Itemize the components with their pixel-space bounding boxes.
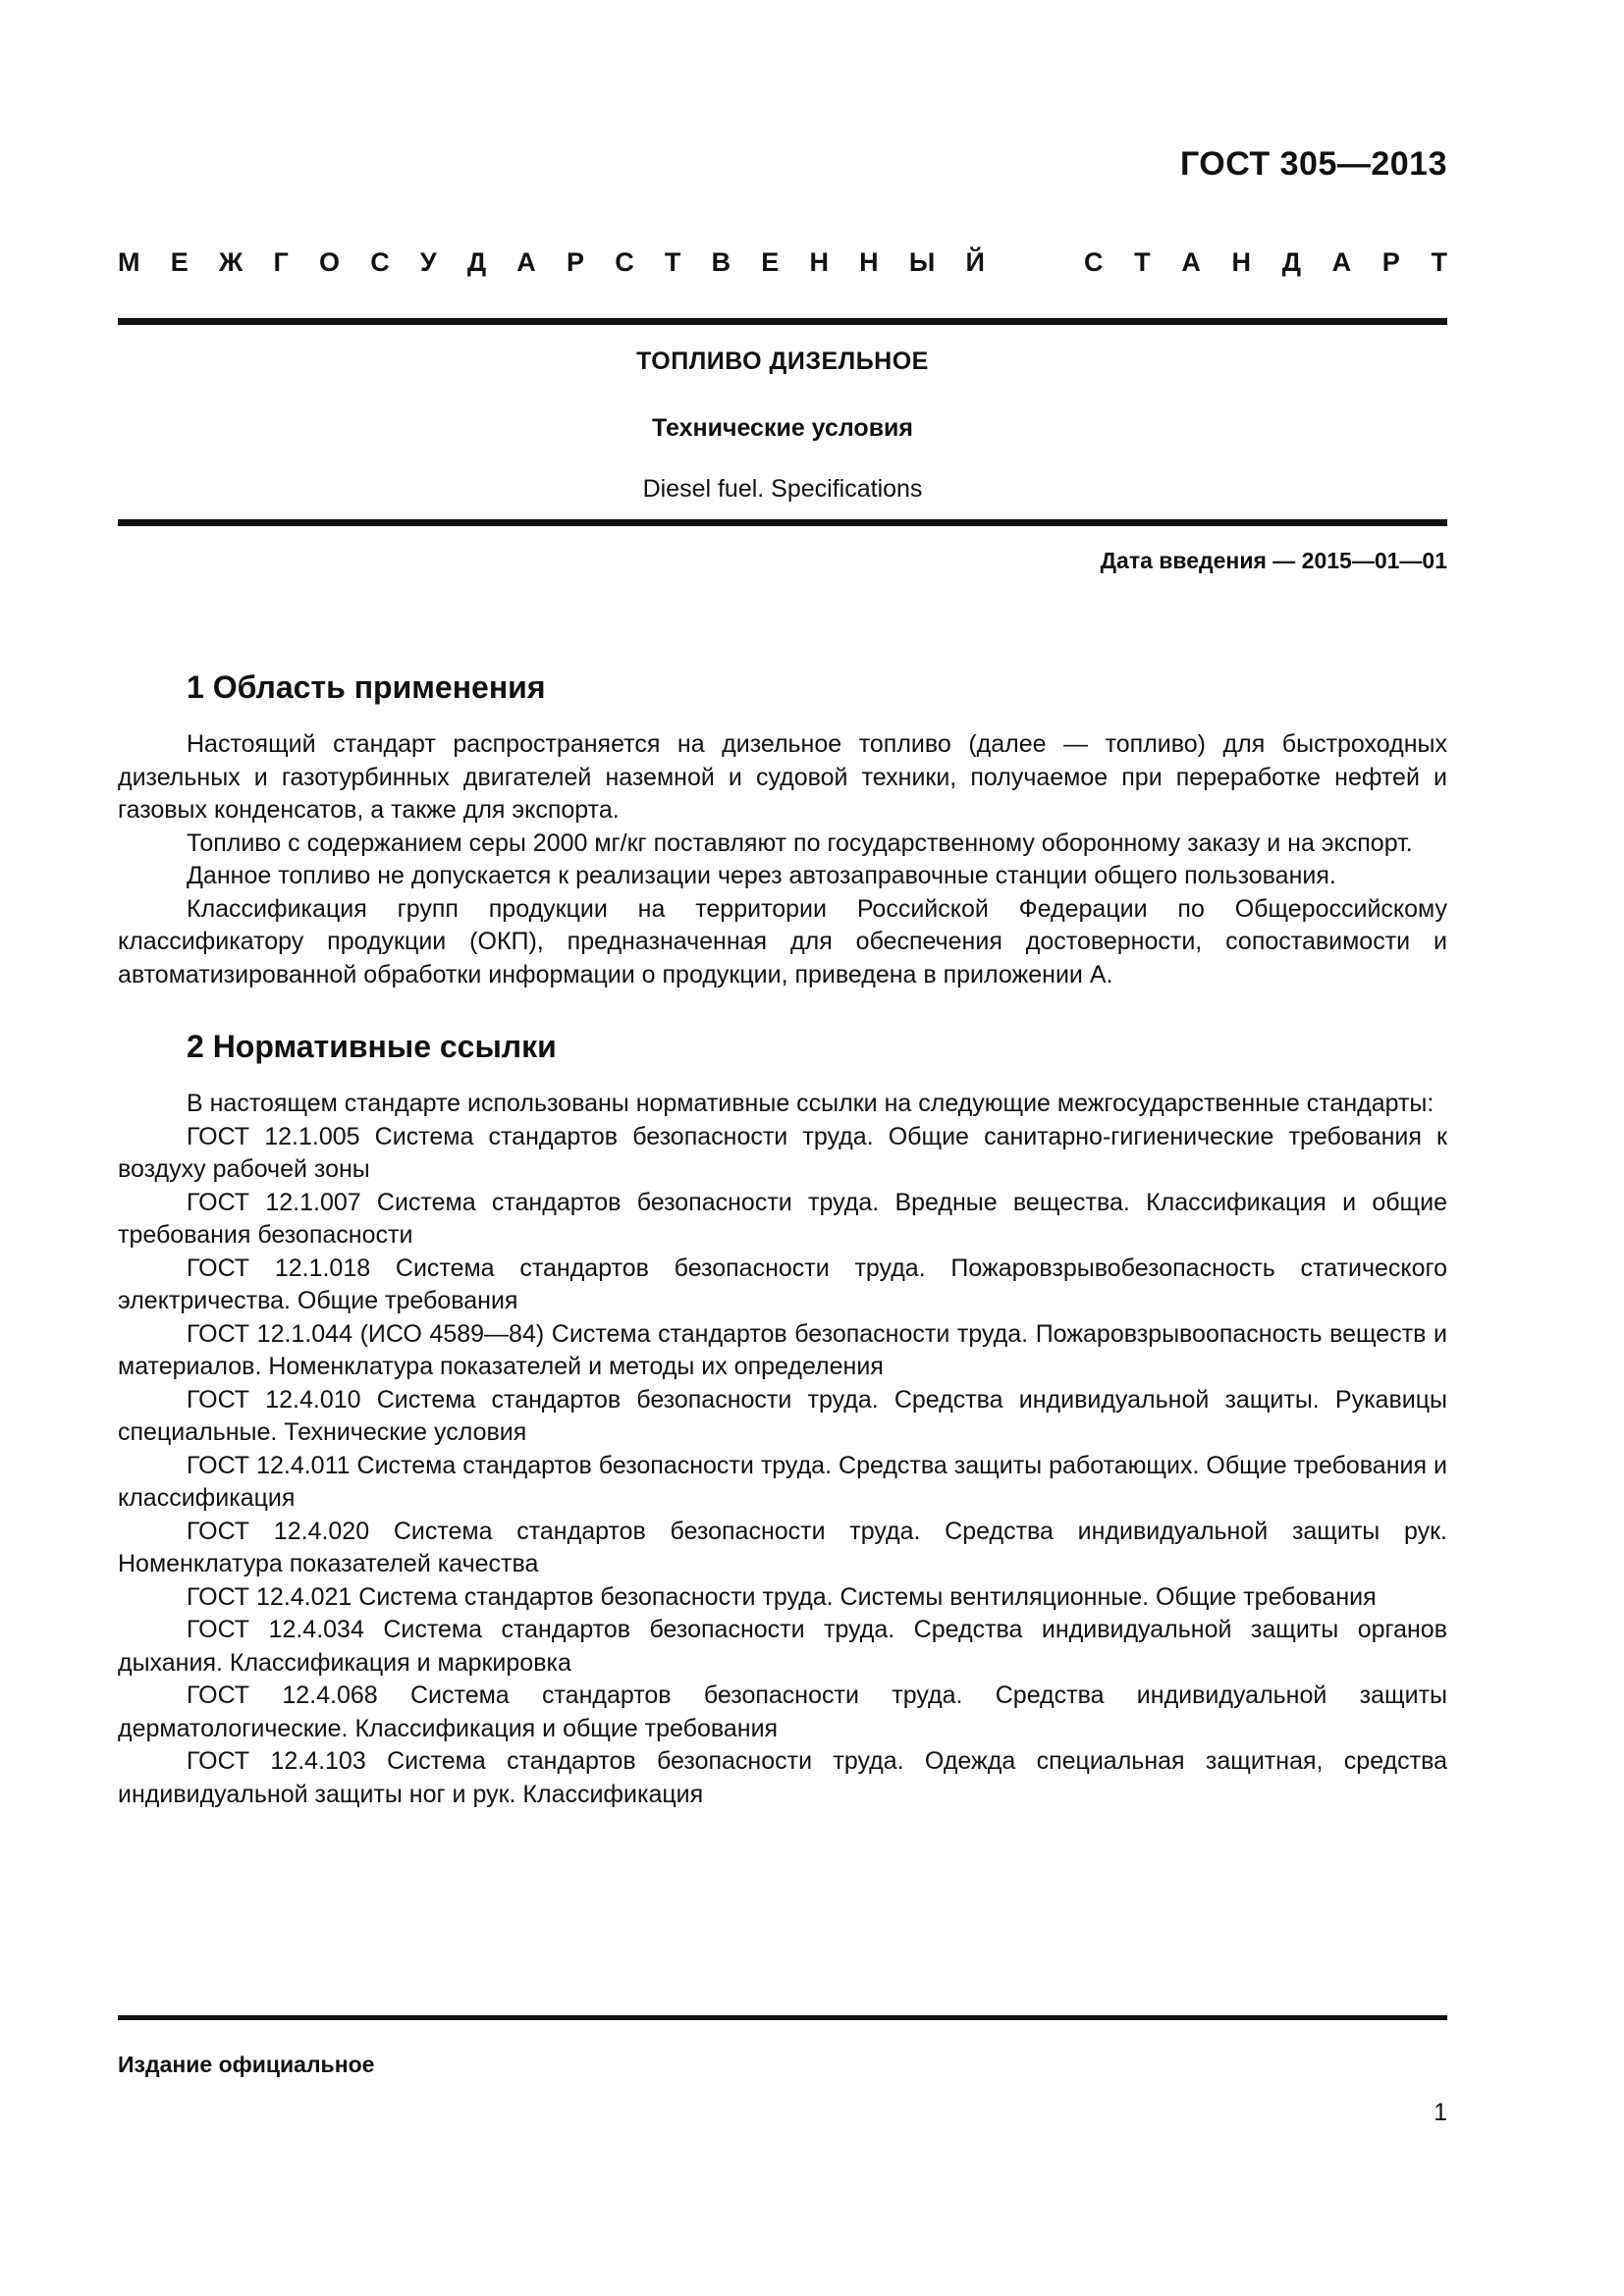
banner-letter: О xyxy=(318,247,340,277)
banner-letter: Т xyxy=(1431,247,1447,277)
banner-letter: Т xyxy=(1134,247,1151,277)
banner-letter: С xyxy=(615,247,634,277)
banner-letter: Е xyxy=(761,247,780,277)
paragraph: Топливо с содержанием серы 2000 мг/кг поставляют по государственному оборонному заказу и на экспорт. xyxy=(187,828,1413,857)
section-normative-references xyxy=(118,1027,1447,1811)
section-heading: 1 Область применения xyxy=(187,669,546,705)
interstate-word xyxy=(118,247,985,278)
reference-item: ГОСТ 12.4.034 Система стандартов безопасности труда. Средства индивидуальной защиты органов дыхания. Классификация и маркировка xyxy=(118,1616,1447,1677)
paragraph: В настоящем стандарте использованы нормативные ссылки на следующие межгосударственные стандарты: xyxy=(187,1090,1435,1117)
reference-item: ГОСТ 12.4.010 Система стандартов безопасности труда. Средства индивидуальной защиты. Рукавицы специальные. Технические условия xyxy=(118,1385,1447,1446)
page-number: 1 xyxy=(1434,2099,1447,2126)
banner-letter: М xyxy=(118,247,140,277)
document-number: ГОСТ 305—2013 xyxy=(1179,145,1447,183)
reference-item: ГОСТ 12.1.005 Система стандартов безопасности труда. Общие санитарно-гигиенические требования к воздуху рабочей зоны xyxy=(118,1122,1447,1183)
banner-letter: Д xyxy=(466,247,487,277)
banner-letter: А xyxy=(516,247,536,277)
reference-item: ГОСТ 12.4.011 Система стандартов безопасности труда. Средства защиты работающих. Общие требования и классификация xyxy=(118,1451,1447,1512)
footer-divider xyxy=(118,2015,1447,2020)
paragraph: Данное топливо не допускается к реализации через автозаправочные станции общего пользования. xyxy=(187,862,1336,889)
standard-word xyxy=(1084,247,1447,278)
banner-letter: Й xyxy=(965,247,985,277)
paragraph: Настоящий стандарт распространяется на дизельное топливо (далее — топливо) для быстроходных дизельных и газотурбинных двигателей наземной и судовой техники, получаемое при переработке нефтей и газовых конденсатов, а также для экспорта. xyxy=(118,730,1447,824)
reference-item: ГОСТ 12.1.007 Система стандартов безопасности труда. Вредные вещества. Классификация и общие требования безопасности xyxy=(118,1188,1447,1249)
banner-letter: Ы xyxy=(908,247,936,277)
interstate-standard-banner xyxy=(118,247,1447,278)
document-subtitle: Технические условия xyxy=(651,414,914,442)
banner-letter: С xyxy=(1084,247,1104,277)
top-divider xyxy=(118,318,1447,325)
document-body xyxy=(118,667,1447,1811)
banner-letter: Н xyxy=(1231,247,1252,277)
banner-letter: Е xyxy=(170,247,189,277)
introduction-date: Дата введения — 2015—01—01 xyxy=(1100,548,1447,573)
banner-letter: У xyxy=(419,247,437,277)
section-scope xyxy=(118,667,1447,991)
banner-letter: Р xyxy=(566,247,584,277)
banner-letter: Д xyxy=(1281,247,1301,277)
banner-letter: А xyxy=(1181,247,1201,277)
banner-letter: Р xyxy=(1381,247,1400,277)
document-english-title: Diesel fuel. Specifications xyxy=(642,475,923,503)
reference-item: ГОСТ 12.4.068 Система стандартов безопасности труда. Средства индивидуальной защиты дерматологические. Классификация и общие требования xyxy=(118,1682,1447,1742)
banner-letter: В xyxy=(711,247,731,277)
banner-letter: А xyxy=(1331,247,1352,277)
banner-letter: Н xyxy=(859,247,879,277)
title-divider xyxy=(118,519,1447,526)
banner-letter: Ж xyxy=(218,247,244,277)
banner-letter: Т xyxy=(664,247,681,277)
banner-letter: С xyxy=(370,247,390,277)
reference-item: ГОСТ 12.1.044 (ИСО 4589—84) Система стандартов безопасности труда. Пожаровзрывоопасность веществ и материалов. Номенклатура показателей и методы их определения xyxy=(118,1319,1447,1380)
reference-item: ГОСТ 12.4.103 Система стандартов безопасности труда. Одежда специальная защитная, средства индивидуальной защиты ног и рук. Классификация xyxy=(118,1747,1447,1808)
section-heading: 2 Нормативные ссылки xyxy=(187,1029,557,1064)
banner-letter: Г xyxy=(273,247,289,277)
paragraph: Классификация групп продукции на территории Российской Федерации по Общероссийскому классификатору продукции (ОКП), предназначенная для обеспечения достоверности, сопоставимости и автоматизированной обработки информации о продукции, приведена в приложении А. xyxy=(118,894,1447,988)
reference-item: ГОСТ 12.4.020 Система стандартов безопасности труда. Средства индивидуальной защиты рук. Номенклатура показателей качества xyxy=(118,1517,1447,1577)
banner-letter: Н xyxy=(809,247,829,277)
document-title: ТОПЛИВО ДИЗЕЛЬНОЕ xyxy=(636,347,929,375)
edition-label: Издание официальное xyxy=(118,2052,375,2077)
reference-item: ГОСТ 12.4.021 Система стандартов безопасности труда. Системы вентиляционные. Общие требования xyxy=(187,1582,1377,1611)
reference-item: ГОСТ 12.1.018 Система стандартов безопасности труда. Пожаровзрывобезопасность статического электричества. Общие требования xyxy=(118,1254,1447,1314)
